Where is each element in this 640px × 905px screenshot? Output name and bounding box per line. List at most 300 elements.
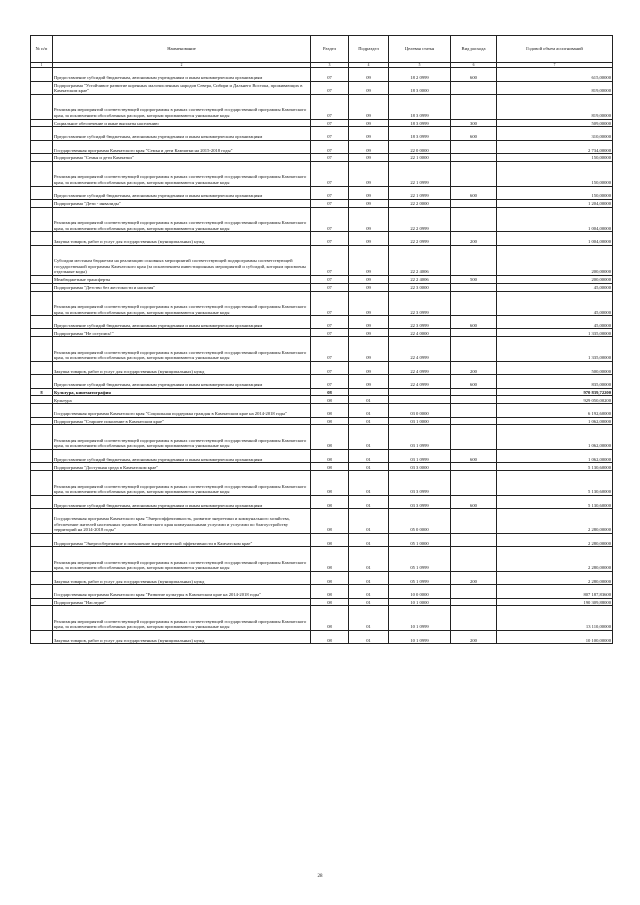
row-name: Подпрограмма "Детство без жестокости и насилия" (53, 283, 311, 291)
row-podrazdel: 01 (349, 598, 389, 606)
row-name: Подпрограмма "Семья и дети Камчатки" (53, 154, 311, 162)
table-row (31, 186, 613, 199)
row-podrazdel: 01 (349, 471, 389, 496)
row-razdel: 08 (311, 630, 349, 643)
row-podrazdel: 09 (349, 283, 389, 291)
row-razdel: 07 (311, 161, 349, 186)
row-razdel: 08 (311, 509, 349, 534)
row-name: Реализация мероприятий соответствующей подпрограммы в рамках соответствующей государственной программы Камчатского края, за исключением обособленных расходов, которым присваиваются уникальные коды (53, 94, 311, 119)
row-razdel: 07 (311, 283, 349, 291)
row-amount: 2 280,00000 (497, 509, 613, 534)
row-name: Подпрограмма "Не оступись!" (53, 329, 311, 337)
table-row (31, 199, 613, 207)
table-row (31, 585, 613, 598)
table-row (31, 154, 613, 162)
table-row (31, 316, 613, 329)
table-row (31, 140, 613, 153)
table-row (31, 119, 613, 127)
row-podrazdel: 09 (349, 316, 389, 329)
row-razdel: 07 (311, 127, 349, 140)
row-amount: 1 335,00000 (497, 337, 613, 362)
row-amount: 819,00000 (497, 94, 613, 119)
column-number: 1 (31, 63, 53, 68)
row-amount: 929 050,00200 (497, 396, 613, 404)
row-amount: 1 335,00000 (497, 329, 613, 337)
row-expense-type (451, 245, 497, 275)
row-number (31, 207, 53, 232)
table-row (31, 417, 613, 425)
row-number (31, 245, 53, 275)
table-row (31, 598, 613, 606)
row-razdel: 07 (311, 316, 349, 329)
row-amount: 310,00000 (497, 127, 613, 140)
row-razdel: 07 (311, 375, 349, 388)
row-number (31, 630, 53, 643)
row-expense-type (451, 337, 497, 362)
row-expense-type (451, 81, 497, 94)
table-header-row (31, 36, 613, 63)
row-number: 8 (31, 388, 53, 396)
row-number (31, 199, 53, 207)
row-name: Подпрограмма "Энергосбережение и повышение энергетической эффективности в Камчатском крае" (53, 533, 311, 546)
row-podrazdel: 01 (349, 533, 389, 546)
table-row (31, 404, 613, 417)
row-razdel: 07 (311, 275, 349, 283)
row-number (31, 396, 53, 404)
row-amount: 2 734,00000 (497, 140, 613, 153)
row-name: Реализация мероприятий соответствующей подпрограммы в рамках соответствующей государственной программы Камчатского края, за исключением обособленных расходов, которым присваиваются уникальные коды (53, 207, 311, 232)
row-name: Предоставление субсидий бюджетным, автономным учреждениям и иным некоммерческим организациям (53, 68, 311, 81)
row-podrazdel: 09 (349, 68, 389, 81)
row-amount: 2 280,00000 (497, 571, 613, 584)
row-podrazdel: 01 (349, 547, 389, 572)
row-podrazdel: 01 (349, 585, 389, 598)
row-amount: 970 839,72200 (497, 388, 613, 396)
row-podrazdel (349, 388, 389, 396)
row-expense-type: 200 (451, 232, 497, 245)
row-target-article: 22 2 0999 (389, 232, 451, 245)
row-podrazdel: 09 (349, 81, 389, 94)
row-number (31, 291, 53, 316)
row-target-article: 22 2 4006 (389, 275, 451, 283)
row-target-article (389, 396, 451, 404)
row-razdel: 07 (311, 291, 349, 316)
row-podrazdel: 09 (349, 186, 389, 199)
row-number (31, 316, 53, 329)
header-expense-type: Вид расхода (451, 36, 497, 63)
row-target-article: 05 1 0999 (389, 571, 451, 584)
row-name: Предоставление субсидий бюджетным, автономным учреждениям и иным некоммерческим организациям (53, 127, 311, 140)
row-target-article: 22 4 0999 (389, 361, 451, 374)
row-razdel: 07 (311, 140, 349, 153)
row-name: Реализация мероприятий соответствующей подпрограммы в рамках соответствующей государственной программы Камчатского края, за исключением обособленных расходов, которым присваиваются уникальные коды (53, 547, 311, 572)
row-razdel: 08 (311, 606, 349, 631)
table-row (31, 533, 613, 546)
row-podrazdel: 01 (349, 404, 389, 417)
row-amount: 5 130,60000 (497, 463, 613, 471)
row-name: Реализация мероприятий соответствующей подпрограммы в рамках соответствующей государственной программы Камчатского края, за исключением обособленных расходов, которым присваиваются уникальные коды (53, 425, 311, 450)
row-razdel: 07 (311, 81, 349, 94)
row-amount: 1 004,00000 (497, 232, 613, 245)
row-amount: 5 130,60000 (497, 495, 613, 508)
row-expense-type (451, 199, 497, 207)
row-expense-type (451, 388, 497, 396)
row-number (31, 127, 53, 140)
row-razdel: 07 (311, 186, 349, 199)
row-expense-type (451, 140, 497, 153)
row-name: Предоставление субсидий бюджетным, автономным учреждениям и иным некоммерческим организациям (53, 450, 311, 463)
row-razdel: 08 (311, 450, 349, 463)
row-razdel: 08 (311, 471, 349, 496)
row-name: Субсидии местным бюджетам на реализацию основных мероприятий соответствующей подпрограммы соответствующей государственной программы Камчатского края (за исключением инвестиционных мероприятий и субсидий, которым присвоены отдельные коды) (53, 245, 311, 275)
row-amount: 45,00000 (497, 291, 613, 316)
row-amount: 1 004,00000 (497, 207, 613, 232)
row-razdel: 08 (311, 417, 349, 425)
table-row (31, 463, 613, 471)
row-target-article: 05 1 0000 (389, 533, 451, 546)
row-podrazdel: 01 (349, 571, 389, 584)
row-podrazdel: 09 (349, 154, 389, 162)
row-amount: 1 062,00000 (497, 417, 613, 425)
row-number (31, 404, 53, 417)
row-podrazdel: 09 (349, 291, 389, 316)
row-target-article: 18 3 0999 (389, 119, 451, 127)
table-row (31, 375, 613, 388)
column-number: 7 (497, 63, 613, 68)
row-name: Государственная программа Камчатского края "Социальная поддержка граждан в Камчатском крае на 2014-2018 годы" (53, 404, 311, 417)
row-target-article: 03 1 0999 (389, 425, 451, 450)
row-razdel: 08 (311, 571, 349, 584)
row-target-article: 10 1 0000 (389, 598, 451, 606)
row-podrazdel: 09 (349, 94, 389, 119)
row-expense-type: 600 (451, 68, 497, 81)
row-expense-type (451, 547, 497, 572)
row-podrazdel: 09 (349, 199, 389, 207)
table-row (31, 161, 613, 186)
header-podrazdel: Подраздел (349, 36, 389, 63)
column-number: 2 (53, 63, 311, 68)
row-razdel: 08 (311, 425, 349, 450)
row-number (31, 94, 53, 119)
row-target-article: 22 3 0999 (389, 316, 451, 329)
column-number: 6 (451, 63, 497, 68)
row-amount: 150,00000 (497, 161, 613, 186)
row-razdel: 07 (311, 361, 349, 374)
row-number (31, 337, 53, 362)
row-name: Предоставление субсидий бюджетным, автономным учреждениям и иным некоммерческим организациям (53, 316, 311, 329)
row-amount: 1 062,00000 (497, 450, 613, 463)
row-amount: 5 130,60000 (497, 471, 613, 496)
row-name: Государственная программа Камчатского края "Развитие культуры в Камчатском крае на 2014-2018 годы" (53, 585, 311, 598)
row-podrazdel: 09 (349, 232, 389, 245)
row-expense-type (451, 585, 497, 598)
table-row (31, 329, 613, 337)
row-podrazdel: 01 (349, 463, 389, 471)
column-number: 4 (349, 63, 389, 68)
row-number (31, 232, 53, 245)
row-number (31, 571, 53, 584)
row-expense-type (451, 154, 497, 162)
row-target-article: 03 3 0999 (389, 471, 451, 496)
row-target-article: 22 2 0999 (389, 207, 451, 232)
row-name: Закупка товаров, работ и услуг для государственных (муниципальных) нужд (53, 630, 311, 643)
row-name: Реализация мероприятий соответствующей подпрограммы в рамках соответствующей государственной программы Камчатского края, за исключением обособленных расходов, которым присваиваются уникальные коды (53, 291, 311, 316)
row-target-article: 18 2 0999 (389, 68, 451, 81)
row-podrazdel: 09 (349, 207, 389, 232)
row-expense-type: 600 (451, 127, 497, 140)
row-target-article: 22 0 0000 (389, 140, 451, 153)
row-target-article: 18 3 0000 (389, 81, 451, 94)
row-podrazdel: 09 (349, 329, 389, 337)
row-expense-type (451, 161, 497, 186)
row-number (31, 598, 53, 606)
row-name: Предоставление субсидий бюджетным, автономным учреждениям и иным некоммерческим организациям (53, 186, 311, 199)
table-row (31, 232, 613, 245)
row-name: Предоставление субсидий бюджетным, автономным учреждениям и иным некоммерческим организациям (53, 375, 311, 388)
row-target-article: 22 4 0999 (389, 375, 451, 388)
row-expense-type: 200 (451, 361, 497, 374)
row-target-article: 22 1 0999 (389, 161, 451, 186)
row-amount: 1 062,00000 (497, 425, 613, 450)
row-target-article: 03 3 0000 (389, 463, 451, 471)
row-razdel: 07 (311, 337, 349, 362)
table-row (31, 245, 613, 275)
row-amount: 807 187,83600 (497, 585, 613, 598)
row-expense-type (451, 598, 497, 606)
row-amount: 6 192,60000 (497, 404, 613, 417)
row-razdel: 08 (311, 463, 349, 471)
row-number (31, 509, 53, 534)
row-podrazdel: 01 (349, 495, 389, 508)
row-target-article: 22 2 4006 (389, 245, 451, 275)
table-row (31, 81, 613, 94)
row-expense-type: 200 (451, 571, 497, 584)
row-razdel: 08 (311, 533, 349, 546)
table-row (31, 388, 613, 396)
row-number (31, 585, 53, 598)
column-number: 5 (389, 63, 451, 68)
row-podrazdel: 09 (349, 127, 389, 140)
row-razdel: 07 (311, 232, 349, 245)
row-target-article: 22 4 0999 (389, 337, 451, 362)
row-target-article: 22 1 0999 (389, 186, 451, 199)
row-target-article: 22 3 0000 (389, 283, 451, 291)
row-podrazdel: 09 (349, 361, 389, 374)
row-expense-type: 600 (451, 316, 497, 329)
row-name: Подпрограмма "Старшее поколение в Камчатском крае" (53, 417, 311, 425)
row-podrazdel: 09 (349, 375, 389, 388)
row-podrazdel: 01 (349, 509, 389, 534)
table-row (31, 361, 613, 374)
row-target-article: 22 1 0000 (389, 154, 451, 162)
row-razdel: 07 (311, 119, 349, 127)
row-expense-type (451, 207, 497, 232)
row-expense-type (451, 404, 497, 417)
row-name: Межбюджетные трансферты (53, 275, 311, 283)
row-amount: 819,00000 (497, 81, 613, 94)
row-amount: 150,00000 (497, 186, 613, 199)
row-razdel: 07 (311, 94, 349, 119)
row-razdel: 07 (311, 207, 349, 232)
row-name: Реализация мероприятий соответствующей подпрограммы в рамках соответствующей государственной программы Камчатского края, за исключением обособленных расходов, которым присваиваются уникальные коды (53, 606, 311, 631)
row-number (31, 606, 53, 631)
row-expense-type (451, 417, 497, 425)
table-row (31, 68, 613, 81)
row-name: Подпрограмма "Устойчивое развитие коренных малочисленных народов Севера, Сибири и Дальнего Востока, проживающих в Камчатском крае" (53, 81, 311, 94)
row-razdel: 08 (311, 598, 349, 606)
table-row (31, 127, 613, 140)
budget-table (30, 35, 613, 644)
row-razdel: 07 (311, 245, 349, 275)
row-podrazdel: 01 (349, 396, 389, 404)
row-number (31, 81, 53, 94)
row-name: Закупка товаров, работ и услуг для государственных (муниципальных) нужд (53, 571, 311, 584)
row-target-article: 22 4 0000 (389, 329, 451, 337)
row-number (31, 450, 53, 463)
row-razdel: 08 (311, 585, 349, 598)
row-name: Подпрограмма "Наследие" (53, 598, 311, 606)
row-expense-type (451, 283, 497, 291)
row-target-article: 03 1 0999 (389, 450, 451, 463)
table-row (31, 547, 613, 572)
row-target-article: 10 1 0999 (389, 606, 451, 631)
row-amount: 2 280,00000 (497, 533, 613, 546)
row-razdel: 08 (311, 396, 349, 404)
row-number (31, 547, 53, 572)
row-number (31, 471, 53, 496)
row-expense-type (451, 329, 497, 337)
row-amount: 13 110,00000 (497, 606, 613, 631)
row-number (31, 161, 53, 186)
row-target-article: 18 3 0999 (389, 94, 451, 119)
table-row (31, 630, 613, 643)
row-expense-type (451, 533, 497, 546)
header-target-article: Целевая статья (389, 36, 451, 63)
row-amount: 835,00000 (497, 375, 613, 388)
row-amount: 190 309,88000 (497, 598, 613, 606)
table-row (31, 495, 613, 508)
row-expense-type (451, 606, 497, 631)
row-expense-type (451, 509, 497, 534)
row-name: Подпрограмма "Доступная среда в Камчатском крае" (53, 463, 311, 471)
table-row (31, 606, 613, 631)
row-expense-type: 600 (451, 495, 497, 508)
row-razdel: 07 (311, 329, 349, 337)
row-amount: 500,00000 (497, 361, 613, 374)
row-podrazdel: 01 (349, 425, 389, 450)
table-row (31, 275, 613, 283)
table-row (31, 571, 613, 584)
row-target-article (389, 388, 451, 396)
table-row (31, 450, 613, 463)
table-row (31, 425, 613, 450)
row-podrazdel: 01 (349, 417, 389, 425)
row-amount: 2 280,00000 (497, 547, 613, 572)
row-expense-type: 300 (451, 119, 497, 127)
table-row (31, 337, 613, 362)
row-number (31, 533, 53, 546)
table-row (31, 283, 613, 291)
row-amount: 45,00000 (497, 316, 613, 329)
row-target-article: 03 0 0000 (389, 404, 451, 417)
row-razdel: 08 (311, 495, 349, 508)
row-podrazdel: 09 (349, 140, 389, 153)
row-name: Предоставление субсидий бюджетным, автономным учреждениям и иным некоммерческим организациям (53, 495, 311, 508)
row-name: Культура (53, 396, 311, 404)
row-podrazdel: 09 (349, 275, 389, 283)
row-name: Культура, кинематография (53, 388, 311, 396)
row-target-article: 05 1 0999 (389, 547, 451, 572)
row-number (31, 154, 53, 162)
row-name: Реализация мероприятий соответствующей подпрограммы в рамках соответствующей государственной программы Камчатского края, за исключением обособленных расходов, которым присваиваются уникальные коды (53, 337, 311, 362)
row-name: Реализация мероприятий соответствующей подпрограммы в рамках соответствующей государственной программы Камчатского края, за исключением обособленных расходов, которым присваиваются уникальные коды (53, 471, 311, 496)
row-amount: 615,00000 (497, 68, 613, 81)
row-razdel: 08 (311, 404, 349, 417)
page-number: 28 (317, 874, 323, 879)
row-target-article: 18 3 0999 (389, 127, 451, 140)
row-expense-type: 600 (451, 375, 497, 388)
header-number: № п/п (31, 36, 53, 63)
row-razdel: 08 (311, 547, 349, 572)
row-expense-type (451, 291, 497, 316)
row-name: Государственная программа Камчатского края "Энергоэффективность, развитие энергетики и коммунального хозяйства, обеспечение жителей населенных пунктов Камчатского края коммунальными услугами и услугами по благоустройству территорий на 2014-2018 годы" (53, 509, 311, 534)
table-row (31, 207, 613, 232)
table-row (31, 509, 613, 534)
row-podrazdel: 01 (349, 630, 389, 643)
row-podrazdel: 09 (349, 337, 389, 362)
row-number (31, 68, 53, 81)
row-target-article: 03 1 0000 (389, 417, 451, 425)
table-row (31, 396, 613, 404)
table-row (31, 94, 613, 119)
row-podrazdel: 09 (349, 245, 389, 275)
row-amount: 45,00000 (497, 283, 613, 291)
row-podrazdel: 01 (349, 606, 389, 631)
row-name: Закупка товаров, работ и услуг для государственных (муниципальных) нужд (53, 361, 311, 374)
row-razdel: 07 (311, 199, 349, 207)
row-number (31, 375, 53, 388)
row-razdel: 07 (311, 154, 349, 162)
row-number (31, 275, 53, 283)
row-expense-type (451, 94, 497, 119)
row-expense-type (451, 396, 497, 404)
row-podrazdel: 09 (349, 161, 389, 186)
header-name: Наименование (53, 36, 311, 63)
header-razdel: Раздел (311, 36, 349, 63)
row-target-article: 22 3 0999 (389, 291, 451, 316)
row-expense-type: 600 (451, 186, 497, 199)
row-expense-type (451, 463, 497, 471)
row-name: Социальное обеспечение и иные выплаты населению (53, 119, 311, 127)
row-target-article: 05 0 0000 (389, 509, 451, 534)
row-number (31, 140, 53, 153)
row-expense-type (451, 425, 497, 450)
row-number (31, 186, 53, 199)
row-podrazdel: 01 (349, 450, 389, 463)
row-name: Закупка товаров, работ и услуг для государственных (муниципальных) нужд (53, 232, 311, 245)
row-target-article: 03 3 0999 (389, 495, 451, 508)
row-amount: 150,00000 (497, 154, 613, 162)
row-number (31, 283, 53, 291)
row-amount: 1 204,00000 (497, 199, 613, 207)
row-number (31, 361, 53, 374)
table-row (31, 471, 613, 496)
row-number (31, 329, 53, 337)
row-name: Реализация мероприятий соответствующей подпрограммы в рамках соответствующей государственной программы Камчатского края, за исключением обособленных расходов, которым присваиваются уникальные коды (53, 161, 311, 186)
table-body (31, 68, 613, 644)
row-name: Государственная программа Камчатского края "Семья и дети Камчатки на 2015-2018 годы" (53, 140, 311, 153)
row-number (31, 417, 53, 425)
